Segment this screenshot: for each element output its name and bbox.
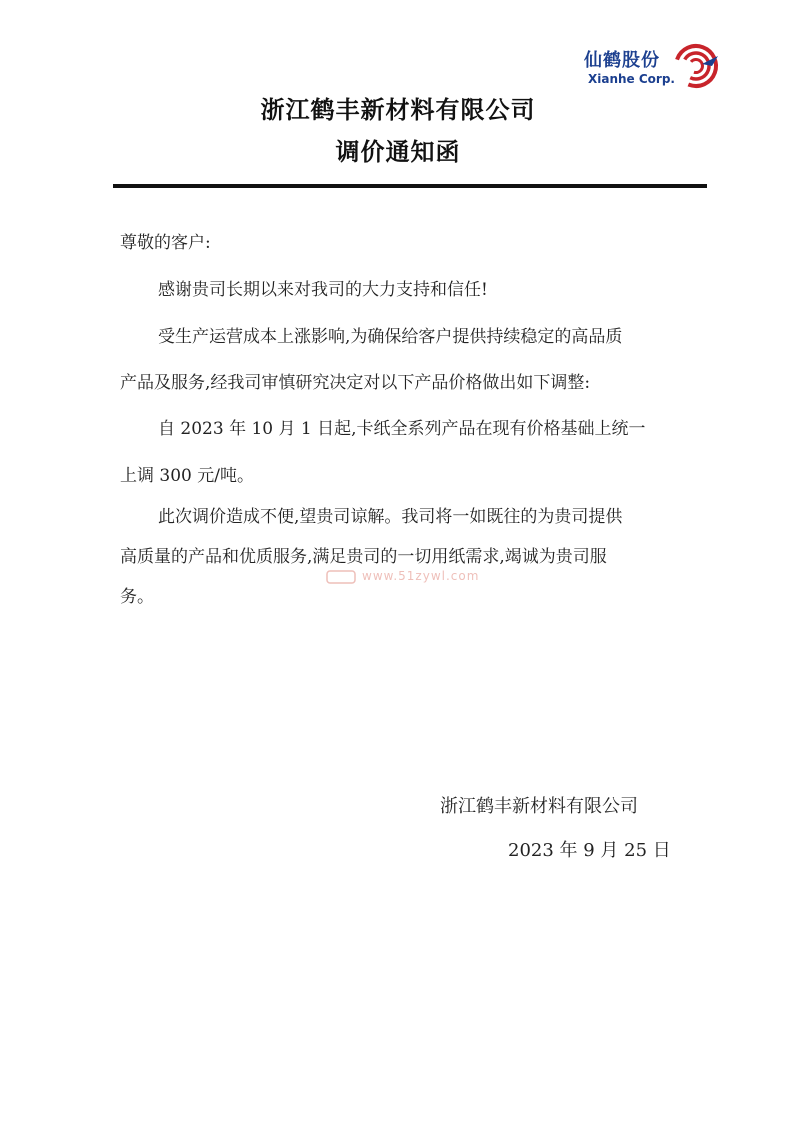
header-company-name: 浙江鹤丰新材料有限公司: [260, 95, 536, 124]
crane-logo-icon: [672, 42, 720, 90]
paragraph-adjustment-line-2: 上调 300 元/吨。: [120, 466, 254, 486]
watermark-text: www.51zywl.com: [362, 569, 480, 583]
paragraph-apology-line-1: 此次调价造成不便,望贵司谅解。我司将一如既往的为贵司提供: [158, 507, 623, 527]
paragraph-reason-line-1: 受生产运营成本上涨影响,为确保给客户提供持续稳定的高品质: [158, 327, 623, 347]
paragraph-apology-line-2: 高质量的产品和优质服务,满足贵司的一切用纸需求,竭诚为贵司服: [120, 547, 607, 567]
logo-name-cn: 仙鹤股份: [584, 50, 660, 71]
logo-name-en: Xianhe Corp.: [588, 72, 675, 86]
paragraph-reason-line-2: 产品及服务,经我司审慎研究决定对以下产品价格做出如下调整:: [120, 373, 591, 393]
watermark-logo-icon: [326, 567, 356, 587]
paragraph-apology-line-3: 务。: [120, 587, 154, 607]
paragraph-thanks: 感谢贵司长期以来对我司的大力支持和信任!: [158, 280, 488, 300]
document-title: 调价通知函: [335, 137, 461, 166]
signature-company: 浙江鹤丰新材料有限公司: [440, 796, 638, 817]
header-divider: [113, 184, 707, 188]
salutation: 尊敬的客户:: [120, 233, 211, 253]
site-watermark: [326, 566, 480, 588]
signature-date: 2023 年 9 月 25 日: [508, 840, 671, 861]
paragraph-adjustment-line-1: 自 2023 年 10 月 1 日起,卡纸全系列产品在现有价格基础上统一: [158, 419, 646, 439]
company-logo: [584, 40, 734, 96]
